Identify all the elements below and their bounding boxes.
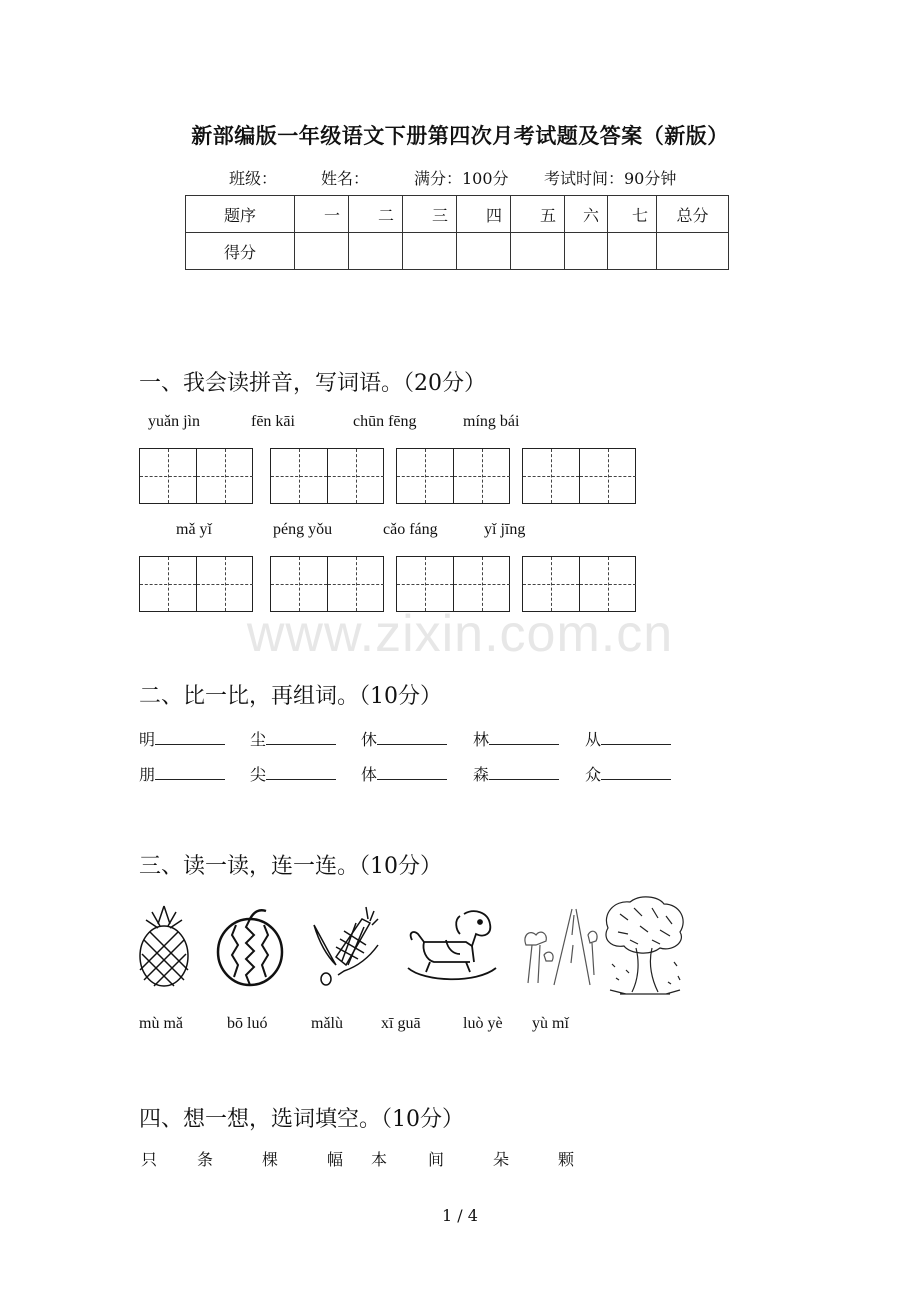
writing-grid[interactable] [396,556,510,612]
section-2-heading: 二、比一比，再组词。（10分） [139,684,442,709]
pinyin-label: luò yè [463,1015,503,1032]
compare-item [473,762,559,785]
header-cell: 五 [511,196,565,233]
rocking-horse-icon [404,906,500,986]
full-score: 满分：100分 [414,169,509,188]
measure-word: 朵 [493,1150,510,1169]
section-4-heading: 四、想一想，选词填空。（10分） [139,1107,464,1132]
pinyin-label: mǎlù [311,1015,343,1032]
header-cell: 六 [565,196,608,233]
pinyin-label: mǎ yǐ [176,521,212,538]
compare-item [250,762,336,785]
answer-blank[interactable] [266,765,336,780]
header-cell: 二 [349,196,403,233]
section-3-heading: 三、读一读，连一连。（10分） [139,854,442,879]
writing-grid[interactable] [396,448,510,504]
measure-word: 棵 [262,1150,279,1169]
writing-grid[interactable] [139,448,253,504]
compare-char: 体 [361,765,378,784]
compare-item [473,727,559,750]
answer-blank[interactable] [377,765,447,780]
compare-item [361,762,447,785]
score-table-score-row [186,233,729,270]
corn-icon [306,905,382,987]
pinyin-label: yǐ jīng [484,521,526,538]
writing-grid[interactable] [270,448,384,504]
pinyin-label: cǎo fáng [383,521,438,538]
answer-blank[interactable] [155,765,225,780]
pinyin-label: fēn kāi [251,413,295,430]
score-cell[interactable] [608,233,657,270]
pinyin-label: yù mǐ [532,1015,569,1032]
header-cell: 七 [608,196,657,233]
section-1-heading: 一、我会读拼音，写词语。（20分） [139,371,486,396]
header-cell: 题序 [186,196,295,233]
compare-char: 森 [473,765,490,784]
pinyin-label: xī guā [381,1015,421,1032]
score-cell[interactable] [511,233,565,270]
answer-blank[interactable] [489,765,559,780]
score-cell[interactable] [457,233,511,270]
measure-word: 间 [428,1150,445,1169]
compare-item [139,727,225,750]
road-icon [518,905,600,987]
pineapple-icon [136,904,192,988]
compare-char: 朋 [139,765,156,784]
watermark: www.zixin.com.cn [246,605,674,663]
compare-item [585,762,671,785]
measure-word: 条 [197,1150,214,1169]
class-label: 班级： [229,169,278,188]
writing-grid[interactable] [270,556,384,612]
tree-icon [600,894,688,998]
compare-item [585,727,671,750]
header-cell: 四 [457,196,511,233]
page-title: 新部编版一年级语文下册第四次月考试题及答案（新版） [191,123,729,148]
answer-blank[interactable] [155,730,225,745]
compare-char: 明 [139,730,156,749]
compare-item [139,762,225,785]
pinyin-label: mù mǎ [139,1015,183,1032]
name-label: 姓名： [321,169,370,188]
score-cell[interactable] [349,233,403,270]
compare-char: 从 [585,730,602,749]
pinyin-label: míng bái [463,413,520,430]
writing-grid[interactable] [522,556,636,612]
answer-blank[interactable] [266,730,336,745]
compare-char: 休 [361,730,378,749]
measure-word: 本 [371,1150,388,1169]
writing-grid[interactable] [139,556,253,612]
measure-word: 幅 [327,1150,344,1169]
compare-char: 尘 [250,730,267,749]
header-cell: 总分 [657,196,729,233]
answer-blank[interactable] [489,730,559,745]
watermelon-icon [214,905,286,987]
compare-item [250,727,336,750]
pinyin-label: péng yǒu [273,521,333,538]
compare-char: 林 [473,730,490,749]
answer-blank[interactable] [601,730,671,745]
header-cell: 一 [295,196,349,233]
score-cell[interactable] [295,233,349,270]
pinyin-label: chūn fēng [353,413,417,430]
pinyin-label: bō luó [227,1015,268,1032]
pinyin-label: yuǎn jìn [148,413,200,430]
score-cell[interactable] [403,233,457,270]
score-table-header-row [186,196,729,233]
measure-word: 只 [141,1150,158,1169]
compare-char: 众 [585,765,602,784]
page-number: 1 / 4 [442,1206,478,1225]
compare-char: 尖 [250,765,267,784]
writing-grid[interactable] [522,448,636,504]
score-cell[interactable] [657,233,729,270]
answer-blank[interactable] [601,765,671,780]
header-cell: 三 [403,196,457,233]
row-label: 得分 [186,233,295,270]
measure-word: 颗 [558,1150,575,1169]
score-cell[interactable] [565,233,608,270]
score-table [185,195,729,270]
exam-time: 考试时间：90分钟 [544,169,677,188]
answer-blank[interactable] [377,730,447,745]
compare-item [361,727,447,750]
